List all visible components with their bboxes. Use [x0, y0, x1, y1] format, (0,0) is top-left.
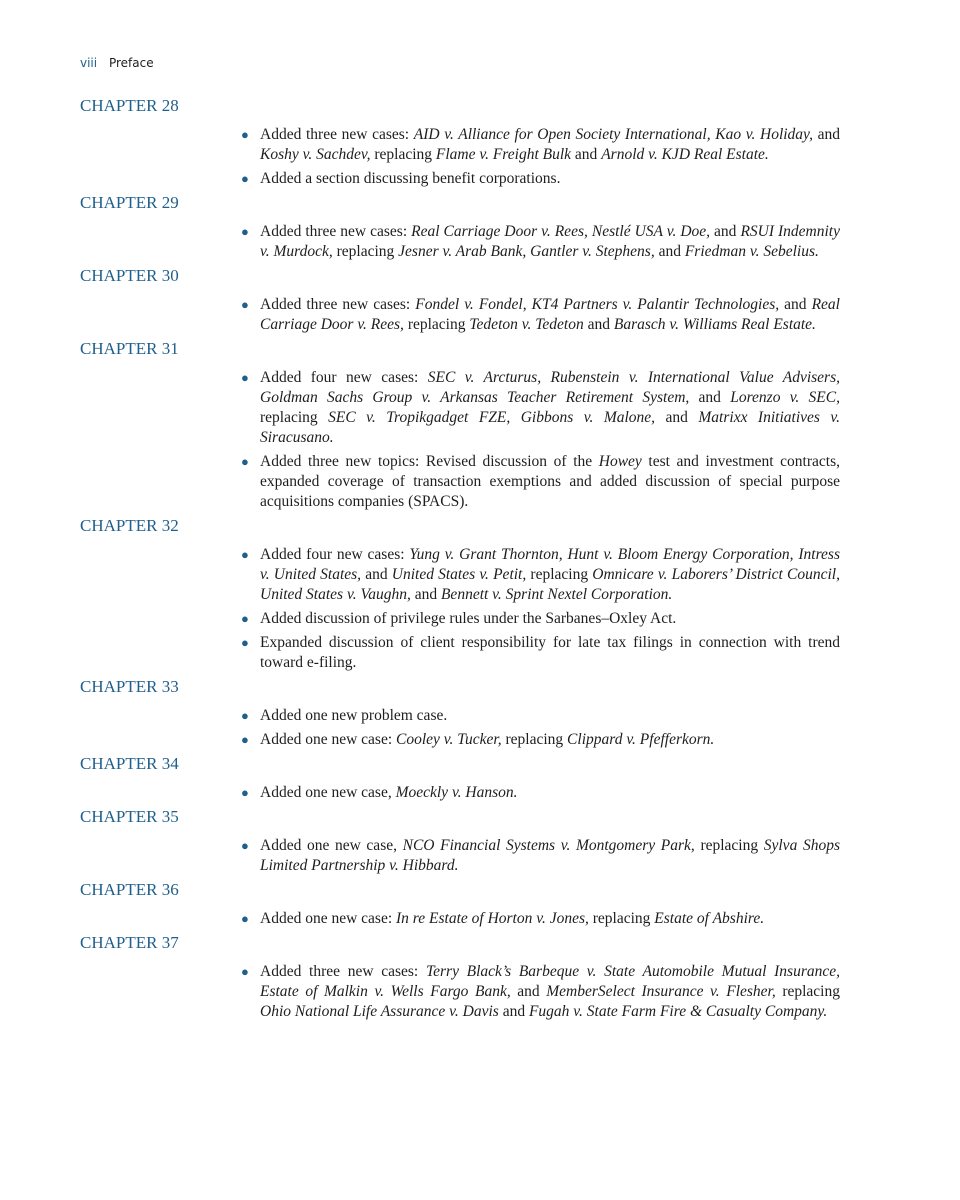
case-name: SEC v. Tropikgadget FZE, Gibbons v. Malone,: [328, 409, 656, 426]
running-head: [80, 56, 154, 70]
item-text-segment: and: [571, 146, 602, 163]
preface-chapter-list: [80, 96, 840, 1026]
change-item-text: [260, 837, 840, 874]
case-name: SEC v. Arcturus, Rubenstein v. International Value Advisers, Goldman Sachs Group v. Arkansas Teacher Retirement System,: [260, 369, 840, 406]
bullet-icon: ●: [241, 635, 249, 650]
item-text-segment: Added four new cases:: [260, 546, 410, 563]
chapter-section: [80, 516, 840, 673]
case-name: Bennett v. Sprint Nextel Corporation.: [440, 586, 673, 603]
item-text-segment: replacing: [526, 566, 593, 583]
chapter-section: [80, 880, 840, 929]
item-text-segment: replacing: [775, 983, 840, 1000]
chapter-section: [80, 754, 840, 803]
case-name: Tedeton v. Tedeton: [469, 316, 584, 333]
change-item-text: [260, 223, 840, 260]
item-text-segment: test and investment contracts, expanded coverage of transaction exemptions and added discussion of special purpose acquisitions companies (SPACS).: [260, 453, 840, 510]
item-text-segment: replacing: [370, 146, 436, 163]
change-item-text: [260, 707, 447, 724]
item-text-segment: replacing: [588, 910, 655, 927]
case-name: Fugah v. State Farm Fire & Casualty Company.: [528, 1003, 828, 1020]
item-text-segment: Added one new case:: [260, 910, 397, 927]
change-list: [80, 222, 840, 262]
case-name: Lorenzo v. SEC,: [730, 389, 840, 406]
bullet-icon: ●: [241, 838, 249, 853]
item-text-segment: and: [710, 223, 741, 240]
running-head-title: Preface: [108, 56, 154, 70]
case-name: Clippard v. Pfefferkorn.: [567, 731, 715, 748]
bullet-icon: ●: [241, 732, 249, 747]
change-item-text: [260, 634, 840, 671]
change-item: [241, 452, 840, 512]
item-text-segment: Added four new cases:: [260, 369, 428, 386]
chapter-heading: CHAPTER 37: [80, 933, 179, 952]
item-text-segment: and: [510, 983, 547, 1000]
case-name: Real Carriage Door v. Rees,: [260, 296, 840, 333]
case-name: Jesner v. Arab Bank, Gantler v. Stephens,: [398, 243, 655, 260]
item-text-segment: replacing: [501, 731, 568, 748]
item-text-segment: Added three new cases:: [260, 963, 426, 980]
case-name: Howey: [598, 453, 642, 470]
change-item: [241, 169, 840, 189]
chapter-section: [80, 807, 840, 876]
bullet-icon: ●: [241, 611, 249, 626]
case-name: Matrixx Initiatives v. Siracusano.: [260, 409, 840, 446]
change-item-text: [260, 731, 714, 748]
item-text-segment: and: [812, 126, 840, 143]
item-text-segment: Added three new cases:: [260, 223, 412, 240]
bullet-icon: ●: [241, 224, 249, 239]
change-item-text: [260, 296, 840, 333]
change-list: [80, 368, 840, 512]
change-item-text: [260, 170, 560, 187]
case-name: Terry Black’s Barbeque v. State Automobile Mutual Insurance, Estate of Malkin v. Wells Fargo Bank,: [260, 963, 841, 1000]
item-text-segment: Added one new case,: [260, 837, 403, 854]
item-text-segment: and: [779, 296, 812, 313]
item-text-segment: replacing: [403, 316, 470, 333]
case-name: Koshy v. Sachdev,: [260, 146, 371, 163]
change-item: [241, 545, 840, 605]
bullet-icon: ●: [241, 708, 249, 723]
chapter-heading: CHAPTER 30: [80, 266, 179, 285]
change-item: [241, 836, 840, 876]
item-text-segment: replacing: [694, 837, 764, 854]
item-text-segment: and: [498, 1003, 529, 1020]
change-list: [80, 783, 840, 803]
change-item: [241, 730, 840, 750]
item-text-segment: Added three new cases:: [260, 296, 416, 313]
case-name: AID v. Alliance for Open Society International, Kao v. Holiday,: [413, 126, 813, 143]
item-text-segment: Added three new cases:: [260, 126, 414, 143]
change-item: [241, 909, 840, 929]
change-item-text: [260, 910, 764, 927]
bullet-icon: ●: [241, 297, 249, 312]
chapter-section: [80, 193, 840, 262]
item-text-segment: replacing: [332, 243, 399, 260]
bullet-icon: ●: [241, 911, 249, 926]
item-text-segment: replacing: [260, 409, 329, 426]
change-item: [241, 125, 840, 165]
chapter-heading: CHAPTER 29: [80, 193, 179, 212]
change-list: [80, 706, 840, 750]
chapter-section: [80, 96, 840, 189]
chapter-heading: CHAPTER 31: [80, 339, 179, 358]
chapter-heading: CHAPTER 36: [80, 880, 179, 899]
change-item-text: [260, 453, 840, 510]
case-name: NCO Financial Systems v. Montgomery Park,: [402, 837, 695, 854]
page-number: viii: [80, 56, 98, 70]
case-name: Friedman v. Sebelius.: [684, 243, 819, 260]
chapter-section: [80, 266, 840, 335]
case-name: RSUI Indemnity v. Murdock,: [260, 223, 840, 260]
case-name: Moeckly v. Hanson.: [395, 784, 518, 801]
item-text-segment: and: [655, 409, 699, 426]
chapter-heading: CHAPTER 34: [80, 754, 179, 773]
change-item-text: [260, 610, 676, 627]
change-item-text: [260, 784, 518, 801]
case-name: MemberSelect Insurance v. Flesher,: [546, 983, 776, 1000]
item-text-segment: Added one new case,: [260, 784, 396, 801]
case-name: Sylva Shops Limited Partnership v. Hibbard.: [260, 837, 840, 874]
change-item: [241, 633, 840, 673]
bullet-icon: ●: [241, 127, 249, 142]
bullet-icon: ●: [241, 547, 249, 562]
change-item-text: [260, 546, 840, 603]
chapter-heading: CHAPTER 33: [80, 677, 179, 696]
case-name: Barasch v. Williams Real Estate.: [613, 316, 816, 333]
case-name: In re Estate of Horton v. Jones,: [396, 910, 589, 927]
change-list: [80, 545, 840, 673]
item-text-segment: Added three new topics: Revised discussion of the: [260, 453, 599, 470]
change-item: [241, 962, 841, 1022]
case-name: Omnicare v. Laborers’ District Council, United States v. Vaughn,: [260, 566, 840, 603]
item-text-segment: Added discussion of privilege rules under the Sarbanes–Oxley Act.: [260, 610, 677, 627]
chapter-section: [80, 339, 840, 512]
case-name: Arnold v. KJD Real Estate.: [601, 146, 769, 163]
change-item: [241, 783, 840, 803]
change-item: [241, 706, 840, 726]
case-name: Fondel v. Fondel, KT4 Partners v. Palantir Technologies,: [415, 296, 780, 313]
case-name: Estate of Abshire.: [654, 910, 765, 927]
change-list: [80, 962, 840, 1022]
change-list: [80, 909, 840, 929]
item-text-segment: and: [361, 566, 392, 583]
change-item-text: [260, 369, 840, 446]
item-text-segment: Added one new problem case.: [260, 707, 448, 724]
change-item: [241, 368, 840, 448]
item-text-segment: and: [410, 586, 441, 603]
change-list: [80, 125, 840, 189]
change-item-text: [260, 963, 840, 1020]
bullet-icon: ●: [241, 370, 249, 385]
item-text-segment: Expanded discussion of client responsibility for late tax filings in connection with trend toward e-filing.: [260, 634, 840, 671]
case-name: Cooley v. Tucker,: [396, 731, 502, 748]
case-name: Ohio National Life Assurance v. Davis: [260, 1003, 499, 1020]
case-name: Real Carriage Door v. Rees, Nestlé USA v. Doe,: [411, 223, 711, 240]
change-item: [241, 609, 840, 629]
bullet-icon: ●: [241, 454, 249, 469]
bullet-icon: ●: [241, 785, 249, 800]
item-text-segment: Added a section discussing benefit corporations.: [260, 170, 561, 187]
item-text-segment: and: [583, 316, 614, 333]
chapter-heading: CHAPTER 35: [80, 807, 179, 826]
bullet-icon: ●: [241, 964, 249, 979]
change-item: [241, 222, 840, 262]
case-name: Yung v. Grant Thornton, Hunt v. Bloom Energy Corporation, Intress v. United States,: [260, 546, 840, 583]
item-text-segment: and: [654, 243, 685, 260]
chapter-heading: CHAPTER 32: [80, 516, 179, 535]
change-item-text: [260, 126, 840, 163]
change-list: [80, 295, 840, 335]
chapter-heading: CHAPTER 28: [80, 96, 179, 115]
item-text-segment: and: [689, 389, 731, 406]
chapter-section: [80, 677, 840, 750]
bullet-icon: ●: [241, 171, 249, 186]
case-name: Flame v. Freight Bulk: [435, 146, 572, 163]
change-list: [80, 836, 840, 876]
change-item: [241, 295, 840, 335]
case-name: United States v. Petit,: [391, 566, 527, 583]
chapter-section: [80, 933, 840, 1022]
item-text-segment: Added one new case:: [260, 731, 397, 748]
